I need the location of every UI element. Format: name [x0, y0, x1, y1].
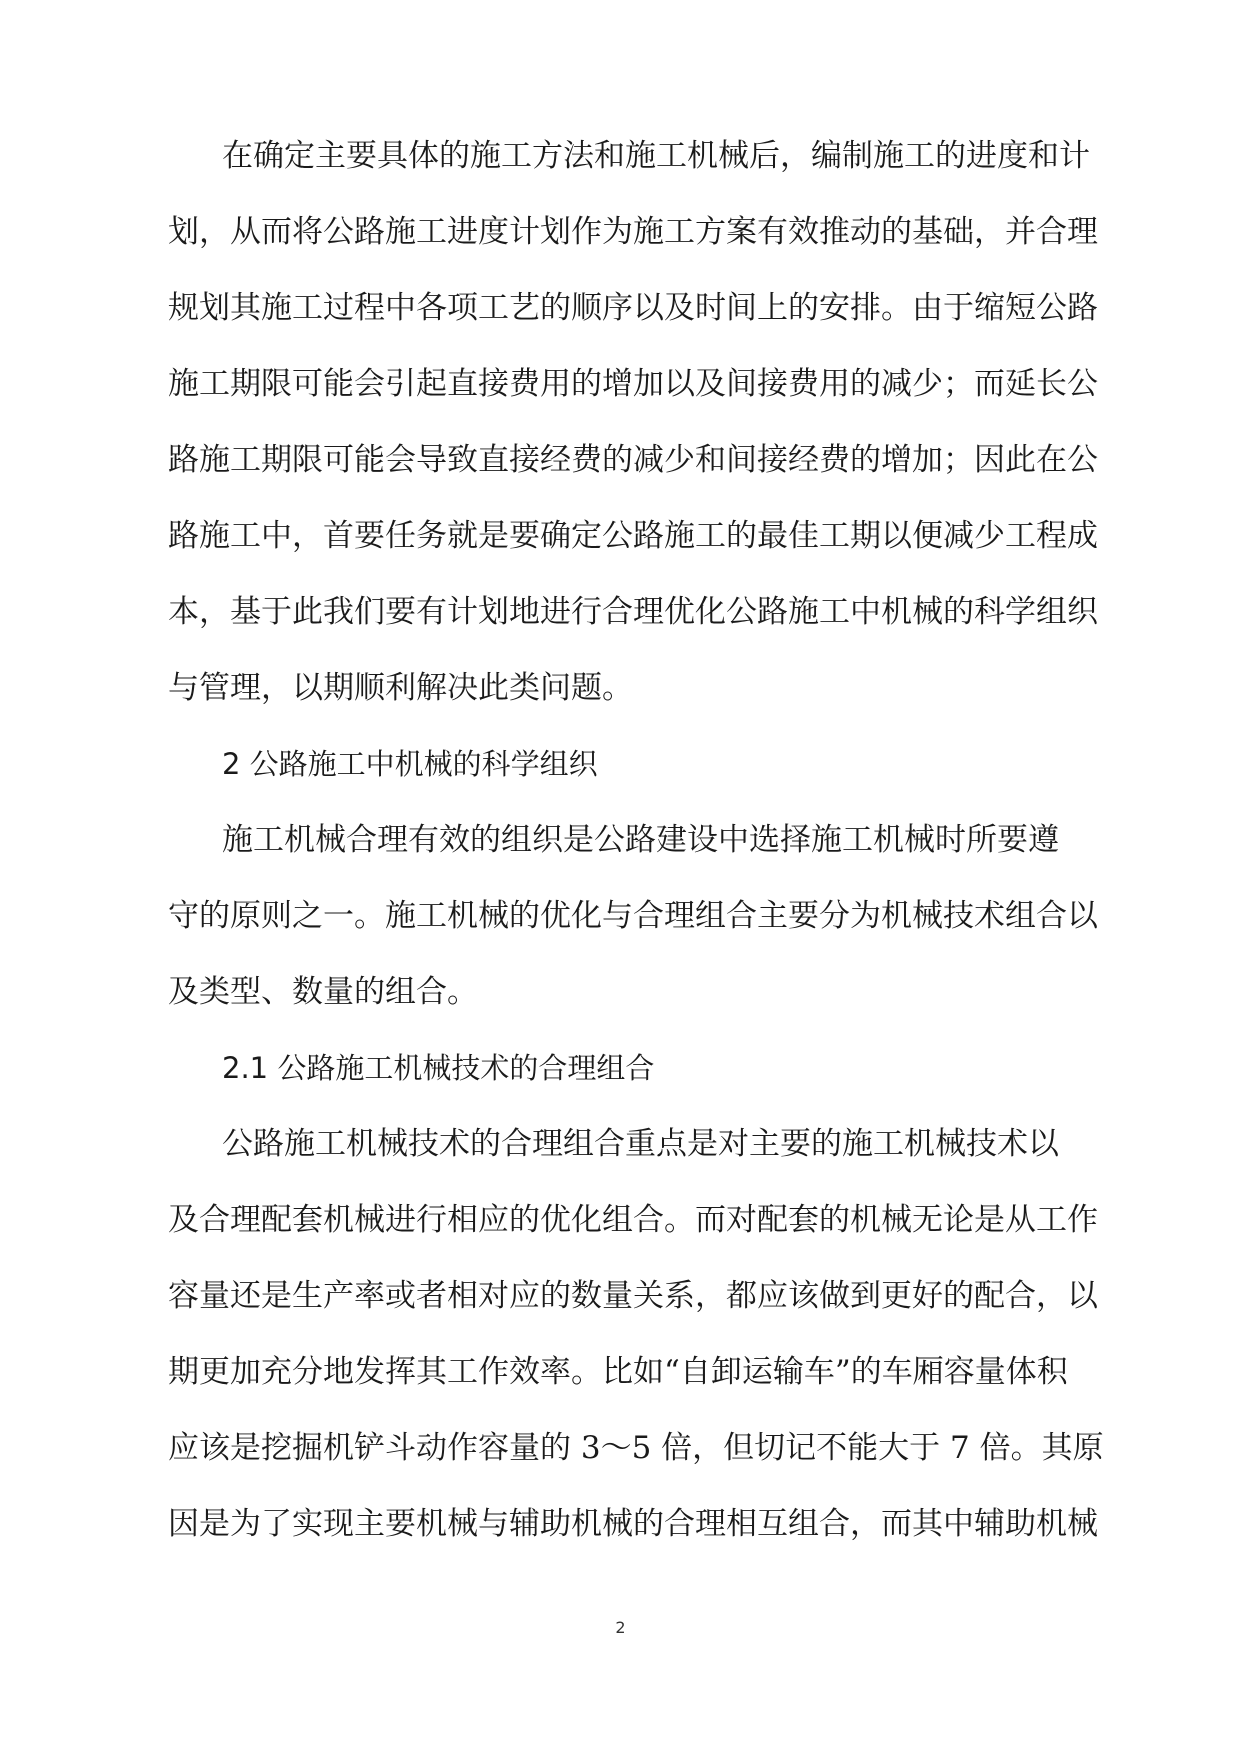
paragraph-3-line-4: 期更加充分地发挥其工作效率。比如“自卸运输车”的车厢容量体积 [168, 1354, 1068, 1390]
paragraph-2-line-1: 施工机械合理有效的组织是公路建设中选择施工机械时所要遵 [222, 822, 1059, 858]
section-heading-2-1: 2.1 公路施工机械技术的合理组合 [222, 1051, 655, 1085]
paragraph-1-line-8: 与管理，以期顺利解决此类问题。 [168, 670, 633, 706]
paragraph-1-line-7: 本，基于此我们要有计划地进行合理优化公路施工中机械的科学组织 [168, 594, 1098, 630]
paragraph-3-line-1: 公路施工机械技术的合理组合重点是对主要的施工机械技术以 [222, 1126, 1059, 1162]
paragraph-3-line-2: 及合理配套机械进行相应的优化组合。而对配套的机械无论是从工作 [168, 1202, 1098, 1238]
paragraph-1-line-1: 在确定主要具体的施工方法和施工机械后，编制施工的进度和计 [222, 138, 1090, 174]
paragraph-1-line-4: 施工期限可能会引起直接费用的增加以及间接费用的减少；而延长公 [168, 366, 1098, 402]
paragraph-1-line-3: 规划其施工过程中各项工艺的顺序以及时间上的安排。由于缩短公路 [168, 290, 1098, 326]
paragraph-1-line-6: 路施工中，首要任务就是要确定公路施工的最佳工期以便减少工程成 [168, 518, 1098, 554]
paragraph-3-line-3: 容量还是生产率或者相对应的数量关系，都应该做到更好的配合，以 [168, 1278, 1098, 1314]
paragraph-2-line-3: 及类型、数量的组合。 [168, 974, 478, 1010]
page-number: 2 [615, 1618, 626, 1637]
paragraph-2-line-2: 守的原则之一。施工机械的优化与合理组合主要分为机械技术组合以 [168, 898, 1098, 934]
section-heading-2: 2 公路施工中机械的科学组织 [222, 747, 598, 781]
paragraph-3-line-6: 因是为了实现主要机械与辅助机械的合理相互组合，而其中辅助机械 [168, 1506, 1098, 1542]
paragraph-1-line-2: 划，从而将公路施工进度计划作为施工方案有效推动的基础，并合理 [168, 214, 1098, 250]
paragraph-3-line-5: 应该是挖掘机铲斗动作容量的 3～5 倍，但切记不能大于 7 倍。其原 [168, 1430, 1104, 1466]
paragraph-1-line-5: 路施工期限可能会导致直接经费的减少和间接经费的增加；因此在公 [168, 442, 1098, 478]
